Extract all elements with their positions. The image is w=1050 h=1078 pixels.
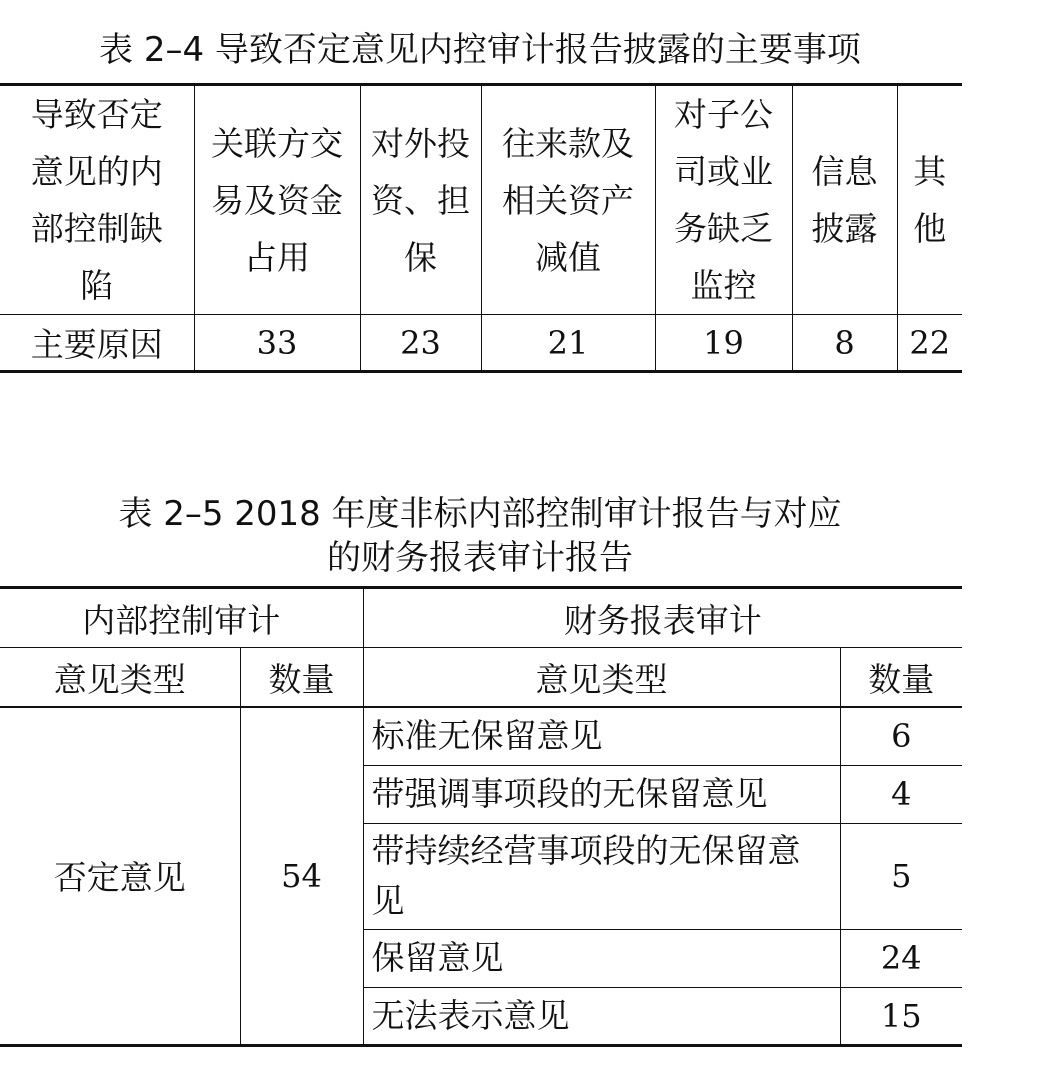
financial-opinion-count: 24 — [840, 929, 962, 987]
value-cell: 33 — [194, 315, 360, 372]
value-cell: 22 — [897, 315, 962, 372]
financial-opinion-type: 带持续经营事项段的无保留意见 — [363, 823, 840, 929]
table-2-5-caption-line2: 的财务报表审计报告 — [327, 538, 633, 578]
table-2-4-header-row — [0, 85, 962, 315]
value-cell: 21 — [481, 315, 655, 372]
header-cell-receivables: 往来款及相关资产减值 — [481, 85, 655, 315]
internal-opinion-type: 否定意见 — [0, 707, 240, 1045]
table-2-5-group-header — [0, 588, 962, 648]
value-cell: 8 — [792, 315, 897, 372]
header-cell-subsidiary: 对子公司或业务缺乏监控 — [655, 85, 792, 315]
financial-opinion-type: 带强调事项段的无保留意见 — [363, 765, 840, 823]
financial-opinion-count: 5 — [840, 823, 962, 929]
table-2-4-caption: 表 2–4 导致否定意见内控审计报告披露的主要事项 — [99, 30, 861, 70]
table-2-5 — [0, 586, 962, 1047]
col-financial-count: 数量 — [840, 648, 962, 708]
table-2-4-values-row — [0, 315, 962, 372]
value-cell: 19 — [655, 315, 792, 372]
row-label-main-reason: 主要原因 — [0, 315, 194, 372]
header-cell-defect: 导致否定意见的内部控制缺陷 — [0, 85, 194, 315]
table-row — [0, 707, 962, 765]
header-cell-related-party: 关联方交易及资金占用 — [194, 85, 360, 315]
table-2-5-column-header — [0, 648, 962, 708]
financial-opinion-type: 保留意见 — [363, 929, 840, 987]
group-internal-control-audit: 内部控制审计 — [0, 588, 363, 648]
header-cell-investment: 对外投资、担保 — [360, 85, 481, 315]
header-cell-other: 其他 — [913, 152, 947, 248]
table-2-5-caption-line1: 表 2–5 2018 年度非标内部控制审计报告与对应 — [118, 494, 842, 534]
table-2-5-caption — [0, 492, 960, 580]
financial-opinion-count: 6 — [840, 707, 962, 765]
financial-opinion-type: 无法表示意见 — [363, 987, 840, 1045]
col-internal-count: 数量 — [240, 648, 363, 708]
col-financial-type: 意见类型 — [363, 648, 840, 708]
group-financial-audit: 财务报表审计 — [363, 588, 962, 648]
header-cell-disclosure: 信息披露 — [792, 85, 897, 315]
financial-opinion-count: 15 — [840, 987, 962, 1045]
financial-opinion-type: 标准无保留意见 — [363, 707, 840, 765]
col-internal-type: 意见类型 — [0, 648, 240, 708]
internal-opinion-count: 54 — [240, 707, 363, 1045]
table-2-4 — [0, 83, 962, 373]
value-cell: 23 — [360, 315, 481, 372]
financial-opinion-count: 4 — [840, 765, 962, 823]
